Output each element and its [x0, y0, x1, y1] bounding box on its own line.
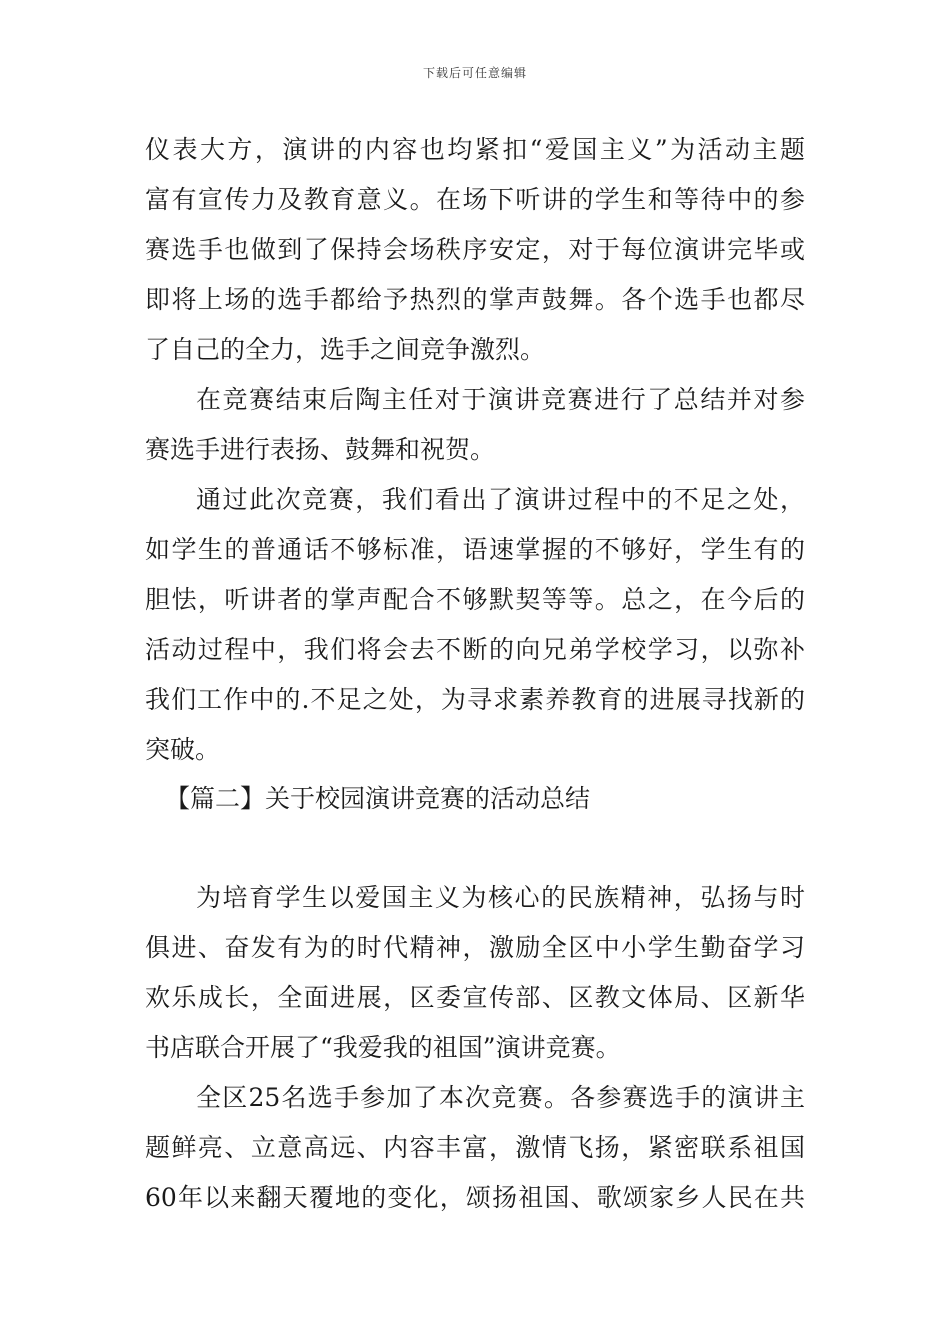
- section-heading: 【篇二】关于校园演讲竞赛的活动总结: [165, 784, 591, 813]
- paragraph-line: 赛选手也做到了保持会场秩序安定，对于每位演讲完毕或: [145, 235, 805, 264]
- paragraph-line: 即将上场的选手都给予热烈的掌声鼓舞。各个选手也都尽: [145, 285, 805, 314]
- paragraph-line: 通过此次竞赛，我们看出了演讲过程中的不足之处，: [196, 485, 805, 514]
- paragraph-line: 赛选手进行表扬、鼓舞和祝贺。: [145, 435, 496, 464]
- paragraph-line: 全区25名选手参加了本次竞赛。各参赛选手的演讲主: [196, 1083, 805, 1112]
- paragraph-line: 题鲜亮、立意高远、内容丰富，激情飞扬，紧密联系祖国: [145, 1133, 805, 1162]
- paragraph-line: 欢乐成长，全面进展，区委宣传部、区教文体局、区新华: [145, 983, 805, 1012]
- paragraph-line: 书店联合开展了“我爱我的祖国”演讲竞赛。: [145, 1033, 621, 1062]
- paragraph-line: 富有宣传力及教育意义。在场下听讲的学生和等待中的参: [145, 185, 805, 214]
- paragraph-line: 如学生的普通话不够标准，语速掌握的不够好，学生有的: [145, 535, 805, 564]
- paragraph-line: 仪表大方，演讲的内容也均紧扣“爱国主义”为活动主题: [145, 135, 805, 164]
- paragraph-line: 我们工作中的.不足之处，为寻求素养教育的进展寻找新的: [145, 685, 805, 714]
- paragraph-line: 胆怯，听讲者的掌声配合不够默契等等。总之，在今后的: [145, 585, 805, 614]
- paragraph-line: 60年以来翻天覆地的变化，颂扬祖国、歌颂家乡人民在共: [145, 1183, 805, 1212]
- paragraph-line: 突破。: [145, 735, 221, 764]
- page-header-note: 下载后可任意编辑: [422, 66, 527, 80]
- paragraph-line: 活动过程中，我们将会去不断的向兄弟学校学习，以弥补: [145, 635, 805, 664]
- paragraph-line: 为培育学生以爱国主义为核心的民族精神，弘扬与时: [196, 883, 805, 912]
- paragraph-line: 俱进、奋发有为的时代精神，激励全区中小学生勤奋学习: [145, 933, 805, 962]
- paragraph-line: 在竞赛结束后陶主任对于演讲竞赛进行了总结并对参: [196, 385, 805, 414]
- paragraph-line: 了自己的全力，选手之间竞争激烈。: [145, 335, 546, 364]
